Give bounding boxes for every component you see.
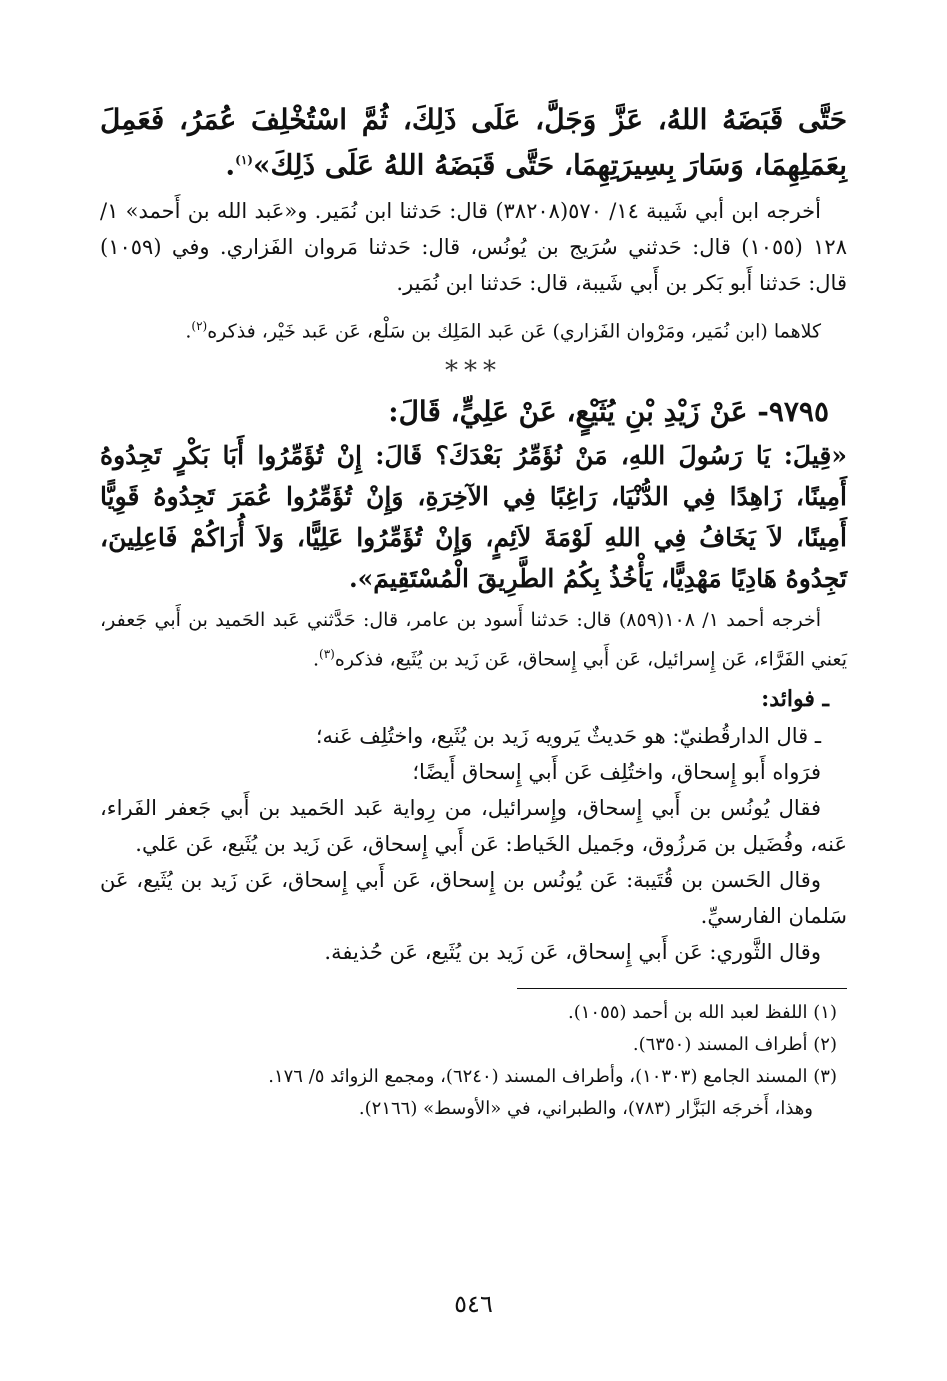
- fawaid-heading: ـ فوائد:: [761, 685, 829, 712]
- punct: .: [312, 647, 320, 670]
- footnote-ref[interactable]: (١): [235, 153, 253, 167]
- fawaid-line-2: فرَواه أَبو إِسحاق، واختُلِف عَن أَبي إِسحاق أَيضًا؛: [412, 759, 821, 784]
- takhrij-text: أخرجه أحمد ١/ ١٠٨(٨٥٩) قال: حَدثنا أَسود بن عامر، قال: حَدَّثني عَبد الحَميد بن أَبي جَعفر، يَعني الفَرَّاء، عَن إِسرائيل، عَن أَبي إِسحاق، عَن زَيد بن يُثَيع، فذكره: [100, 608, 847, 670]
- hadith-matn: «قِيلَ: يَا رَسُولَ اللهِ، مَنْ نُؤَمِّرُ بَعْدَكَ؟ قَالَ: إِنْ تُؤَمِّرُوا أَبَا بَكْرٍ تَجِدُوهُ أَمِينًا، زَاهِدًا فِي الدُّنْيَا، رَاغِبًا فِي الآخِرَةِ، وَإِنْ تُؤَمِّرُوا عُمَرَ تَجِدُوهُ قَوِيًّا أَمِينًا، لاَ يَخَافُ فِي اللهِ لَوْمَةَ لاَئِمٍ، وَإِنْ تُؤَمِّرُوا عَلِيًّا، وَلاَ أُرَاكُمْ فَاعِلِينَ، تَجِدُوهُ هَادِيًا مَهْدِيًّا، يَأْخُذُ بِكُمُ الطَّرِيقَ الْمُسْتَقِيمَ».: [100, 440, 847, 593]
- takhrij-paragraph-2: [100, 603, 847, 676]
- isnad-text: كلاهما (ابن نُمَير، ومَرْوان الفَزاري) عَن عَبد المَلِك بن سَلْع، عَن عَبد خَيْر، فذكره: [207, 320, 821, 343]
- takhrij-paragraph: أخرجه ابن أبي شَيبة ١٤/ ٥٧٠(٣٨٢٠٨) قال: حَدثنا ابن نُمَير. و«عَبد الله بن أَحمد» ١/ ١٢٨ (١٠٥٥) قال: حَدثني سُرَيج بن يُونُس، قال: حَدثنا مَروان الفَزاري. وفي (١٠٥٩) قال: حَدثنا أَبو بَكر بن أَبي شَيبة، قال: حَدثنا ابن نُمَير.: [100, 199, 847, 296]
- footnote-3: (٣) المسند الجامع (١٠٣٠٣)، وأطراف المسند (٦٢٤٠)، ومجمع الزوائد ٥/ ١٧٦.: [268, 1065, 837, 1087]
- punct: .: [185, 320, 192, 343]
- footnote-3-continuation: وهذا، أَخرجَه البَزَّار (٧٨٣)، والطبراني، في «الأوسط» (٢١٦٦).: [358, 1097, 813, 1119]
- fawaid-line-5: وقال الثَّوري: عَن أَبي إِسحاق، عَن زَيد بن يُثَيع، عَن حُذيفة.: [324, 939, 821, 964]
- fawaid-line-3: فقال يُونُس بن أَبي إِسحاق، وإِسرائيل، من رِواية عَبد الحَميد بن أَبي جَعفر الفَراء، عَنه، وفُضَيل بن مَرزُوق، وجَميل الخَياط: عَن أَبي إِسحاق، عَن زَيد بن يُثَيع، عَن عَلي.: [100, 795, 847, 856]
- footnote-ref[interactable]: (٣): [319, 646, 335, 661]
- isnad-paragraph: [100, 309, 847, 348]
- hadith-number-heading: ٩٧٩٥- عَنْ زَيْدِ بْنِ يُثَيْعٍ، عَنْ عَلِيٍّ، قَالَ:: [388, 394, 829, 428]
- footnote-1: (١) اللفظ لعبد الله بن أحمد (١٠٥٥).: [568, 1001, 837, 1023]
- punct: .: [225, 148, 236, 182]
- hadith-text: حَتَّى قَبَضَهُ اللهُ، عَزَّ وَجَلَّ، عَلَى ذَلِكَ، ثُمَّ اسْتُخْلِفَ عُمَرُ، فَعَمِلَ بِعَمَلِهِمَا، وَسَارَ بِسِيرَتِهِمَا، حَتَّى قَبَضَهُ اللهُ عَلَى ذَلِكَ»: [100, 103, 847, 182]
- page-number: ٥٤٦: [454, 1290, 493, 1318]
- footnote-2: (٢) أطراف المسند (٦٣٥٠).: [632, 1033, 837, 1055]
- fawaid-line-1: ـ قال الدارقُطنيّ: هو حَديثٌ يَرويه زَيد بن يُثَيع، واختُلِف عَنه؛: [315, 723, 821, 748]
- fawaid-line-4: وقال الحَسن بن قُتَيبة: عَن يُونُس بن إِسحاق، عَن أَبي إِسحاق، عَن زَيد بن يُثَيع، عَن سَلمان الفارسيِّ.: [100, 867, 847, 928]
- footnote-ref[interactable]: (٢): [191, 319, 208, 334]
- hadith-continuation: [100, 100, 847, 185]
- footnote-divider: [517, 988, 847, 989]
- section-separator: ***: [445, 355, 502, 386]
